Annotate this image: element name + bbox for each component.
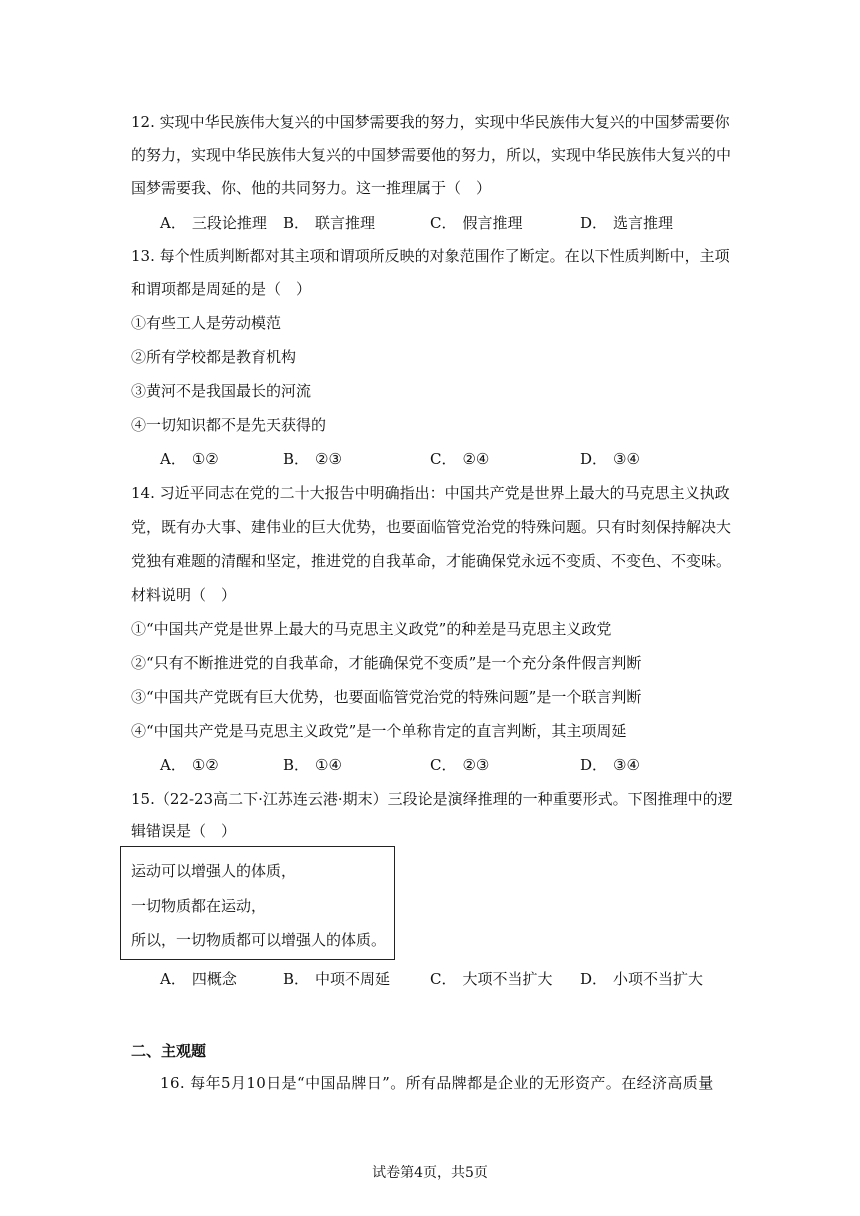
q14-item-4: ④“中国共产党是马克思主义政党”是一个单称肯定的直言判断，其主项周延 bbox=[131, 722, 627, 740]
q12-option-d[interactable]: D． 选言推理 bbox=[580, 214, 674, 232]
q13-stem-line-1: 13. 每个性质判断都对其主项和谓项所反映的对象范围作了断定。在以下性质判断中，主项 bbox=[131, 247, 730, 265]
q14-item-2: ②“只有不断推进党的自我革命，才能确保党不变质”是一个充分条件假言判断 bbox=[131, 654, 642, 672]
q14-options bbox=[160, 755, 750, 775]
syllogism-conclusion: 所以，一切物质都可以增强人的体质。 bbox=[131, 931, 387, 949]
q13-option-d[interactable]: D． ③④ bbox=[580, 450, 640, 468]
q14-option-c[interactable]: C． ②③ bbox=[430, 756, 490, 774]
q15-options bbox=[160, 969, 750, 989]
q15-option-c[interactable]: C． 大项不当扩大 bbox=[430, 970, 553, 988]
section-title: 二、主观题 bbox=[131, 1042, 207, 1060]
q13-option-a[interactable]: A． ①② bbox=[160, 450, 219, 468]
syllogism-minor-premise: 一切物质都在运动， bbox=[131, 897, 267, 915]
q12-option-c[interactable]: C． 假言推理 bbox=[430, 214, 523, 232]
q14-item-3: ③“中国共产党既有巨大优势，也要面临管党治党的特殊问题”是一个联言判断 bbox=[131, 688, 642, 706]
q12-stem-line-2: 的努力，实现中华民族伟大复兴的中国梦需要他的努力，所以，实现中华民族伟大复兴的中 bbox=[131, 146, 732, 164]
q12-option-b[interactable]: B． 联言推理 bbox=[283, 214, 376, 232]
q13-item-3: ③黄河不是我国最长的河流 bbox=[131, 382, 312, 400]
q14-stem-line-4: 材料说明（ ） bbox=[131, 586, 237, 604]
q13-item-1: ①有些工人是劳动模范 bbox=[131, 314, 282, 332]
q15-stem-line-2: 辑错误是（ ） bbox=[131, 822, 237, 840]
syllogism-major-premise: 运动可以增强人的体质， bbox=[131, 862, 297, 880]
q14-stem-line-2: 党，既有办大事、建伟业的巨大优势，也要面临管党治党的特殊问题。只有时刻保持解决大 bbox=[131, 518, 732, 536]
q15-stem-line-1: 15.（22-23高二下·江苏连云港·期末）三段论是演绎推理的一种重要形式。下图推理中的逻 bbox=[131, 790, 733, 808]
syllogism-box bbox=[120, 846, 395, 960]
q12-stem-line-1: 12. 实现中华民族伟大复兴的中国梦需要我的努力，实现中华民族伟大复兴的中国梦需要你 bbox=[131, 113, 730, 131]
page-footer: 试卷第4页，共5页 bbox=[372, 1165, 488, 1181]
q12-options bbox=[160, 213, 750, 233]
q14-option-b[interactable]: B． ①④ bbox=[283, 756, 342, 774]
q15-option-d[interactable]: D． 小项不当扩大 bbox=[580, 970, 704, 988]
q16-stem-line-1: 16. 每年5月10日是“中国品牌日”。所有品牌都是企业的无形资产。在经济高质量 bbox=[160, 1074, 714, 1092]
q13-stem-line-2: 和谓项都是周延的是（ ） bbox=[131, 280, 312, 298]
q14-item-1: ①“中国共产党是世界上最大的马克思主义政党”的种差是马克思主义政党 bbox=[131, 620, 612, 638]
q14-stem-line-1: 14. 习近平同志在党的二十大报告中明确指出：中国共产党是世界上最大的马克思主义执政 bbox=[131, 484, 730, 502]
q13-item-2: ②所有学校都是教育机构 bbox=[131, 348, 297, 366]
q14-option-d[interactable]: D． ③④ bbox=[580, 756, 640, 774]
q13-option-b[interactable]: B． ②③ bbox=[283, 450, 342, 468]
q15-option-b[interactable]: B． 中项不周延 bbox=[283, 970, 391, 988]
q12-option-a[interactable]: A． 三段论推理 bbox=[160, 214, 267, 232]
q14-option-a[interactable]: A． ①② bbox=[160, 756, 219, 774]
q13-item-4: ④一切知识都不是先天获得的 bbox=[131, 416, 327, 434]
q14-stem-line-3: 党独有难题的清醒和坚定，推进党的自我革命，才能确保党永远不变质、不变色、不变味。 bbox=[131, 552, 732, 570]
q13-option-c[interactable]: C． ②④ bbox=[430, 450, 490, 468]
q15-option-a[interactable]: A． 四概念 bbox=[160, 970, 237, 988]
q13-options bbox=[160, 449, 750, 469]
q12-stem-line-3: 国梦需要我、你、他的共同努力。这一推理属于（ ） bbox=[131, 179, 492, 197]
